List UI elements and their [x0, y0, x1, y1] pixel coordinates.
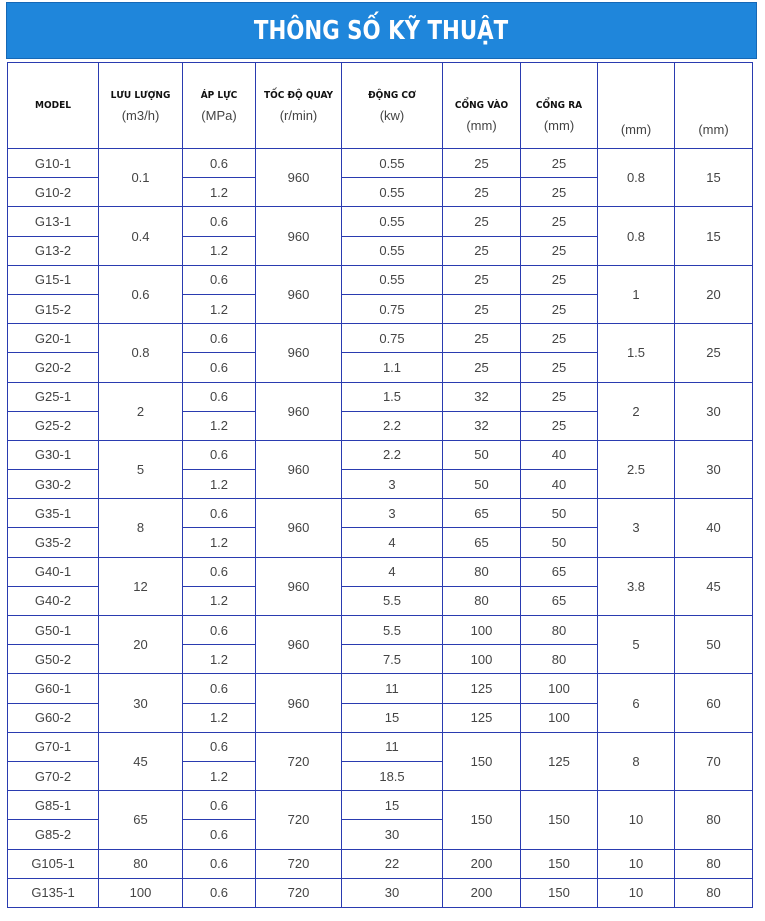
header-model: MODEL [8, 63, 99, 149]
cell-model: G10-1 [8, 149, 99, 178]
cell-outlet: 40 [521, 440, 598, 469]
cell-outlet: 50 [521, 499, 598, 528]
cell-outlet: 25 [521, 324, 598, 353]
cell-pressure: 1.2 [183, 294, 256, 323]
cell-model: G40-2 [8, 586, 99, 615]
cell-pressure: 0.6 [183, 878, 256, 907]
cell-motor: 0.55 [342, 149, 443, 178]
cell-col8: 10 [598, 849, 675, 878]
cell-inlet: 65 [443, 528, 521, 557]
cell-outlet: 50 [521, 528, 598, 557]
cell-col8: 2 [598, 382, 675, 440]
cell-pressure: 1.2 [183, 586, 256, 615]
cell-model: G50-2 [8, 645, 99, 674]
cell-outlet: 25 [521, 178, 598, 207]
cell-speed: 960 [256, 440, 342, 498]
cell-col8: 10 [598, 878, 675, 907]
cell-inlet: 100 [443, 616, 521, 645]
cell-pressure: 0.6 [183, 791, 256, 820]
cell-speed: 720 [256, 849, 342, 878]
cell-speed: 960 [256, 557, 342, 615]
cell-inlet: 25 [443, 353, 521, 382]
cell-motor: 2.2 [342, 411, 443, 440]
header-flow: LƯU LƯỢNG (m3/h) [99, 63, 183, 149]
cell-pressure: 1.2 [183, 411, 256, 440]
cell-col8: 3.8 [598, 557, 675, 615]
cell-speed: 960 [256, 616, 342, 674]
cell-motor: 0.55 [342, 236, 443, 265]
cell-flow: 5 [99, 440, 183, 498]
cell-pressure: 1.2 [183, 703, 256, 732]
cell-model: G70-2 [8, 761, 99, 790]
cell-col8: 6 [598, 674, 675, 732]
header-inlet: CỔNG VÀO (mm) [443, 63, 521, 149]
cell-col9: 15 [675, 149, 753, 207]
cell-inlet: 100 [443, 645, 521, 674]
cell-col8: 10 [598, 791, 675, 849]
cell-model: G85-1 [8, 791, 99, 820]
page-title: THÔNG SỐ KỸ THUẬT [254, 15, 509, 46]
cell-outlet: 25 [521, 382, 598, 411]
cell-motor: 0.55 [342, 178, 443, 207]
cell-motor: 7.5 [342, 645, 443, 674]
cell-model: G13-1 [8, 207, 99, 236]
cell-speed: 960 [256, 499, 342, 557]
cell-pressure: 0.6 [183, 616, 256, 645]
header-pressure: ÁP LỰC (MPa) [183, 63, 256, 149]
header-row [8, 63, 753, 149]
cell-model: G20-1 [8, 324, 99, 353]
cell-speed: 960 [256, 207, 342, 265]
cell-pressure: 0.6 [183, 382, 256, 411]
table-row [8, 732, 753, 761]
cell-flow: 0.4 [99, 207, 183, 265]
cell-model: G60-1 [8, 674, 99, 703]
cell-outlet: 80 [521, 616, 598, 645]
cell-motor: 1.5 [342, 382, 443, 411]
cell-flow: 0.8 [99, 324, 183, 382]
cell-speed: 960 [256, 674, 342, 732]
cell-motor: 0.75 [342, 324, 443, 353]
cell-pressure: 0.6 [183, 820, 256, 849]
cell-model: G25-1 [8, 382, 99, 411]
cell-pressure: 1.2 [183, 761, 256, 790]
cell-motor: 1.1 [342, 353, 443, 382]
cell-col9: 80 [675, 791, 753, 849]
cell-col8: 8 [598, 732, 675, 790]
cell-inlet: 125 [443, 703, 521, 732]
cell-motor: 5.5 [342, 616, 443, 645]
cell-model: G105-1 [8, 849, 99, 878]
cell-motor: 15 [342, 703, 443, 732]
header-outlet: CỔNG RA (mm) [521, 63, 598, 149]
cell-pressure: 0.6 [183, 849, 256, 878]
cell-flow: 45 [99, 732, 183, 790]
cell-col9: 80 [675, 849, 753, 878]
cell-motor: 15 [342, 791, 443, 820]
cell-col8: 0.8 [598, 149, 675, 207]
table-row [8, 557, 753, 586]
cell-outlet: 65 [521, 557, 598, 586]
cell-motor: 11 [342, 674, 443, 703]
cell-outlet: 65 [521, 586, 598, 615]
cell-model: G135-1 [8, 878, 99, 907]
cell-pressure: 0.6 [183, 732, 256, 761]
header-col9: (mm) [675, 63, 753, 149]
cell-pressure: 0.6 [183, 440, 256, 469]
cell-outlet: 150 [521, 849, 598, 878]
cell-model: G50-1 [8, 616, 99, 645]
cell-col9: 70 [675, 732, 753, 790]
cell-pressure: 0.6 [183, 557, 256, 586]
table-row [8, 324, 753, 353]
cell-outlet: 125 [521, 732, 598, 790]
cell-motor: 22 [342, 849, 443, 878]
table-row [8, 440, 753, 469]
cell-inlet: 200 [443, 878, 521, 907]
cell-pressure: 0.6 [183, 324, 256, 353]
cell-col9: 45 [675, 557, 753, 615]
cell-inlet: 80 [443, 557, 521, 586]
cell-model: G20-2 [8, 353, 99, 382]
cell-speed: 720 [256, 732, 342, 790]
cell-speed: 960 [256, 265, 342, 323]
cell-pressure: 0.6 [183, 674, 256, 703]
cell-flow: 2 [99, 382, 183, 440]
cell-pressure: 1.2 [183, 178, 256, 207]
cell-inlet: 25 [443, 265, 521, 294]
cell-col9: 50 [675, 616, 753, 674]
table-row [8, 382, 753, 411]
cell-flow: 30 [99, 674, 183, 732]
cell-inlet: 50 [443, 440, 521, 469]
cell-col8: 1.5 [598, 324, 675, 382]
header-motor: ĐỘNG CƠ (kw) [342, 63, 443, 149]
cell-col8: 2.5 [598, 440, 675, 498]
cell-motor: 30 [342, 820, 443, 849]
cell-motor: 0.55 [342, 207, 443, 236]
header-speed: TỐC ĐỘ QUAY (r/min) [256, 63, 342, 149]
table-row [8, 674, 753, 703]
cell-outlet: 100 [521, 674, 598, 703]
table-body [8, 149, 753, 908]
cell-speed: 960 [256, 324, 342, 382]
cell-model: G15-2 [8, 294, 99, 323]
cell-col9: 20 [675, 265, 753, 323]
cell-outlet: 150 [521, 878, 598, 907]
table-row [8, 878, 753, 907]
cell-col8: 5 [598, 616, 675, 674]
cell-pressure: 0.6 [183, 265, 256, 294]
spec-table [7, 62, 753, 908]
cell-outlet: 25 [521, 207, 598, 236]
cell-model: G40-1 [8, 557, 99, 586]
cell-pressure: 0.6 [183, 353, 256, 382]
cell-inlet: 65 [443, 499, 521, 528]
cell-model: G70-1 [8, 732, 99, 761]
cell-pressure: 1.2 [183, 645, 256, 674]
cell-col8: 1 [598, 265, 675, 323]
cell-flow: 8 [99, 499, 183, 557]
table-row [8, 849, 753, 878]
cell-flow: 20 [99, 616, 183, 674]
cell-speed: 960 [256, 149, 342, 207]
cell-model: G25-2 [8, 411, 99, 440]
cell-inlet: 125 [443, 674, 521, 703]
table-row [8, 499, 753, 528]
cell-inlet: 25 [443, 324, 521, 353]
cell-model: G35-1 [8, 499, 99, 528]
cell-pressure: 1.2 [183, 528, 256, 557]
cell-motor: 18.5 [342, 761, 443, 790]
cell-motor: 3 [342, 499, 443, 528]
cell-motor: 0.55 [342, 265, 443, 294]
cell-motor: 4 [342, 528, 443, 557]
cell-model: G10-2 [8, 178, 99, 207]
cell-flow: 65 [99, 791, 183, 849]
header-col8: (mm) [598, 63, 675, 149]
cell-pressure: 0.6 [183, 149, 256, 178]
cell-model: G35-2 [8, 528, 99, 557]
cell-col8: 3 [598, 499, 675, 557]
cell-inlet: 200 [443, 849, 521, 878]
cell-inlet: 25 [443, 294, 521, 323]
cell-flow: 0.1 [99, 149, 183, 207]
cell-outlet: 100 [521, 703, 598, 732]
cell-col9: 25 [675, 324, 753, 382]
cell-flow: 100 [99, 878, 183, 907]
cell-model: G13-2 [8, 236, 99, 265]
cell-flow: 12 [99, 557, 183, 615]
table-row [8, 791, 753, 820]
cell-inlet: 150 [443, 791, 521, 849]
cell-pressure: 0.6 [183, 499, 256, 528]
cell-col9: 80 [675, 878, 753, 907]
cell-speed: 720 [256, 791, 342, 849]
cell-outlet: 25 [521, 149, 598, 178]
cell-inlet: 80 [443, 586, 521, 615]
cell-col8: 0.8 [598, 207, 675, 265]
cell-model: G85-2 [8, 820, 99, 849]
cell-col9: 30 [675, 440, 753, 498]
cell-inlet: 25 [443, 236, 521, 265]
table-row [8, 207, 753, 236]
cell-outlet: 25 [521, 236, 598, 265]
cell-outlet: 150 [521, 791, 598, 849]
cell-model: G30-1 [8, 440, 99, 469]
cell-outlet: 25 [521, 353, 598, 382]
cell-model: G60-2 [8, 703, 99, 732]
cell-col9: 30 [675, 382, 753, 440]
cell-outlet: 80 [521, 645, 598, 674]
cell-inlet: 150 [443, 732, 521, 790]
title-banner [6, 2, 757, 59]
cell-col9: 40 [675, 499, 753, 557]
cell-speed: 720 [256, 878, 342, 907]
cell-inlet: 50 [443, 470, 521, 499]
cell-outlet: 25 [521, 265, 598, 294]
cell-inlet: 32 [443, 411, 521, 440]
cell-pressure: 1.2 [183, 470, 256, 499]
cell-inlet: 25 [443, 149, 521, 178]
cell-motor: 0.75 [342, 294, 443, 323]
cell-motor: 3 [342, 470, 443, 499]
cell-outlet: 25 [521, 411, 598, 440]
table-row [8, 616, 753, 645]
cell-col9: 15 [675, 207, 753, 265]
table-row [8, 149, 753, 178]
cell-inlet: 32 [443, 382, 521, 411]
cell-col9: 60 [675, 674, 753, 732]
cell-outlet: 40 [521, 470, 598, 499]
table-row [8, 265, 753, 294]
cell-inlet: 25 [443, 178, 521, 207]
cell-motor: 4 [342, 557, 443, 586]
cell-model: G30-2 [8, 470, 99, 499]
cell-motor: 11 [342, 732, 443, 761]
cell-motor: 30 [342, 878, 443, 907]
cell-speed: 960 [256, 382, 342, 440]
cell-pressure: 0.6 [183, 207, 256, 236]
cell-motor: 2.2 [342, 440, 443, 469]
cell-pressure: 1.2 [183, 236, 256, 265]
cell-model: G15-1 [8, 265, 99, 294]
cell-outlet: 25 [521, 294, 598, 323]
cell-motor: 5.5 [342, 586, 443, 615]
cell-inlet: 25 [443, 207, 521, 236]
cell-flow: 80 [99, 849, 183, 878]
cell-flow: 0.6 [99, 265, 183, 323]
